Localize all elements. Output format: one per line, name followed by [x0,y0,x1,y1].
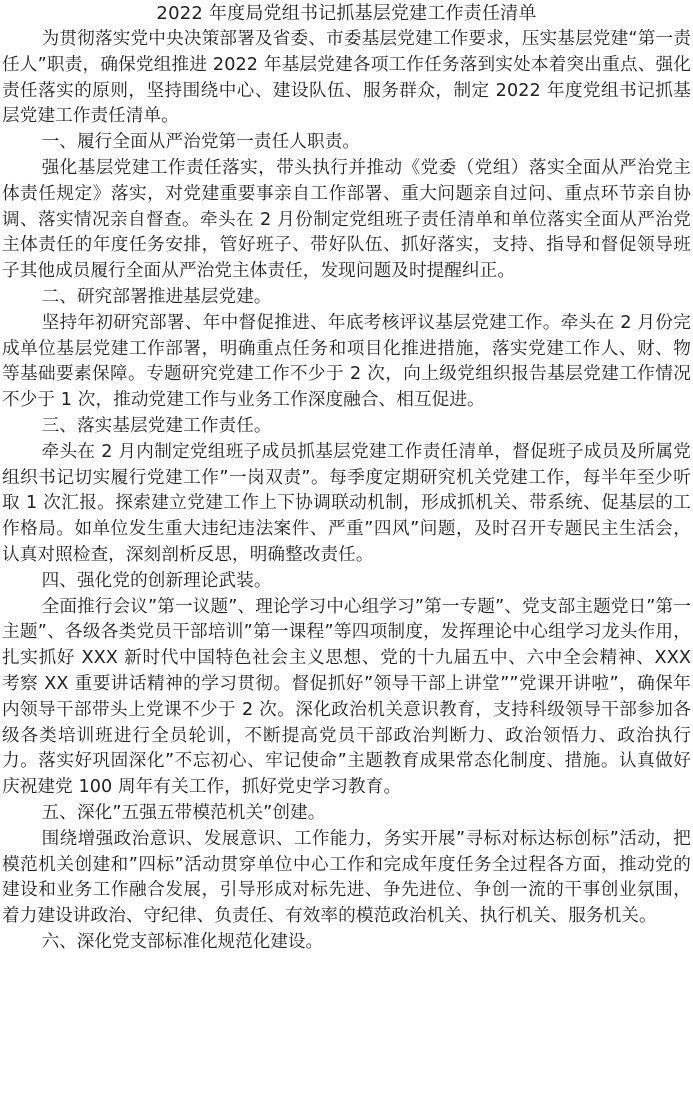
document-title: 2022 年度局党组书记抓基层党建工作责任清单 [156,3,537,24]
section-heading-1: 一、履行全面从严治党第一责任人职责。 [41,132,361,153]
section-heading-4: 四、强化党的创新理论武装。 [41,570,272,591]
section-body-5: 围绕增强政治意识、发展意识、工作能力，务实开展”寻标对标达标创标”活动，把模范机关创建和”四标”活动贯穿单位中心工作和完成年度任务全过程各方面，推动党的建设和业务工作融合发展，引导形成对标先进、争先进位、争创一流的干事创业氛围，着力建设讲政治、守纪律、负责任、有效率的模范政治机关、执行机关、服务机关。 [2,828,691,927]
section-heading-6: 六、深化党支部标准化规范化建设。 [41,931,324,952]
section-body-3: 牵头在 2 月内制定党组班子成员抓基层党建工作责任清单，督促班子成员及所属党组织书记切实履行党建工作”一岗双责”。每季度定期研究机关党建工作，每半年至少听取 1 次汇报。探索建立党建工作上下协调联动机制，形成抓机关、带系统、促基层的工作格局。如单位发生重大违纪违法案件、严重”四风”问题，及时召开专题民主生活会，认真对照检查，深刻剖析反思，明确整改责任。 [2,441,691,565]
intro-paragraph: 为贯彻落实党中央决策部署及省委、市委基层党建工作要求，压实基层党建“第一责任人”职责，确保党组推进 2022 年基层党建各项工作任务落到实处本着突出重点、强化责任落实的原则，坚持围绕中心、建设队伍、服务群众，制定 2022 年度党组书记抓基层党建工作责任清单。 [2,29,691,127]
section-heading-5: 五、深化”五强五带模范机关”创建。 [41,802,326,823]
section-body-1: 强化基层党建工作责任落实，带头执行并推动《党委（党组）落实全面从严治党主体责任规定》落实，对党建重要事亲自工作部署、重大问题亲自过问、重点环节亲自协调、落实情况亲自督查。牵头在 2 月份制定党组班子责任清单和单位落实全面从严治党主体责任的年度任务安排，管好班子、带好队伍、抓好落实，支持、指导和督促领导班子其他成员履行全面从严治党主体责任，发现问题及时提醒纠正。 [2,157,691,282]
section-body-4: 全面推行会议”第一议题”、理论学习中心组学习”第一专题”、党支部主题党日”第一主题”、各级各类党员干部培训”第一课程”等四项制度，发挥理论中心组学习龙头作用，扎实抓好 XXX 新时代中国特色社会主义思想、党的十九届五中、六中全会精神、XXX 考察 XX 重要讲话精神的学习贯彻。督促抓好”领导干部上讲堂””党课开讲啦”，确保年内领导干部带头上党课不少于 2 次。深化政治机关意识教育，支持科级领导干部参加各级各类培训班进行全员轮训，不断提高党员干部政治判断力、政治领悟力、政治执行力。落实好巩固深化”不忘初心、牢记使命”主题教育成果常态化制度、措施。认真做好庆祝建党 100 周年有关工作，抓好党史学习教育。 [2,596,691,798]
section-heading-3: 三、落实基层党建工作责任。 [41,415,272,436]
section-body-2: 坚持年初研究部署、年中督促推进、年底考核评议基层党建工作。牵头在 2 月份完成单位基层党建工作部署，明确重点任务和项目化推进措施，落实党建工作人、财、物等基础要素保障。专题研究党建工作不少于 2 次，向上级党组织报告基层党建工作情况不少于 1 次，推动党建工作与业务工作深度融合、相互促进。 [2,312,691,411]
section-heading-2: 二、研究部署推进基层党建。 [41,286,272,307]
